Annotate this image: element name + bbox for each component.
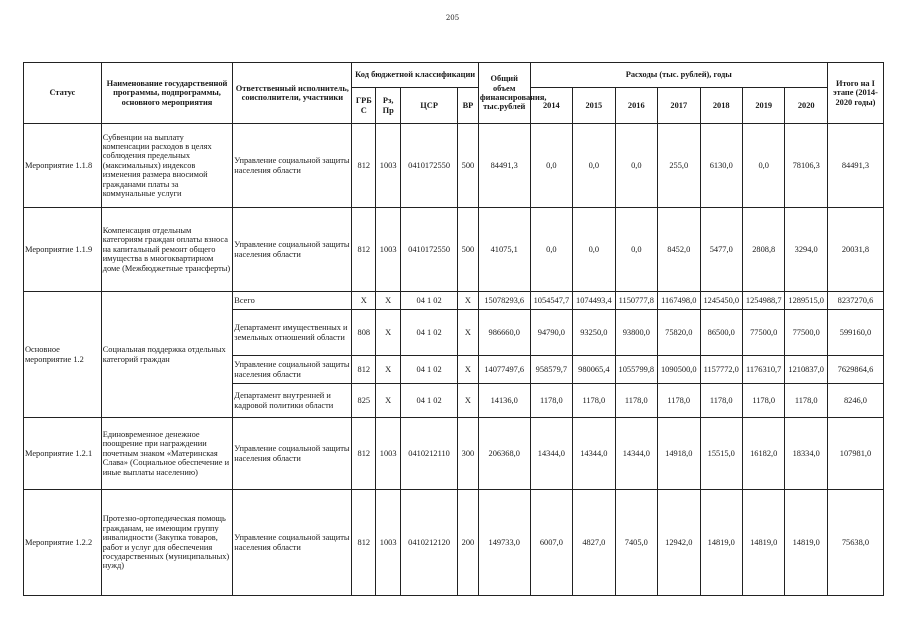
- year-cell: 1178,0: [700, 384, 742, 418]
- year-cell: 3294,0: [785, 208, 828, 292]
- stage-total-cell: 8246,0: [827, 384, 883, 418]
- year-cell: 77500,0: [742, 310, 784, 356]
- rzpr-cell: X: [376, 356, 401, 384]
- executor-cell: Всего: [233, 292, 352, 310]
- name-cell: Единовременное денежное поощрение при награждении почетным знаком «Материнская Слава» (Социальное обеспечение и иные выплаты населению): [101, 418, 233, 490]
- year-cell: 86500,0: [700, 310, 742, 356]
- vr-cell: X: [458, 292, 479, 310]
- budget-table: [23, 62, 884, 596]
- year-cell: 0,0: [530, 208, 572, 292]
- year-cell: 78106,3: [785, 124, 828, 208]
- header-csr: ЦСР: [401, 88, 458, 124]
- year-cell: 14918,0: [658, 418, 700, 490]
- grbs-cell: 825: [352, 384, 376, 418]
- csr-cell: 04 1 02: [401, 384, 458, 418]
- total-cell: 14077497,6: [478, 356, 530, 384]
- vr-cell: 500: [458, 124, 479, 208]
- header-year: 2014: [530, 88, 572, 124]
- grbs-cell: 812: [352, 418, 376, 490]
- year-cell: 1178,0: [742, 384, 784, 418]
- year-cell: 255,0: [658, 124, 700, 208]
- year-cell: 1210837,0: [785, 356, 828, 384]
- year-cell: 8452,0: [658, 208, 700, 292]
- year-cell: 16182,0: [742, 418, 784, 490]
- grbs-cell: 812: [352, 124, 376, 208]
- executor-cell: Управление социальной защиты населения области: [233, 356, 352, 384]
- year-cell: 980065,4: [573, 356, 615, 384]
- rzpr-cell: 1003: [376, 208, 401, 292]
- grbs-cell: 812: [352, 490, 376, 596]
- rzpr-cell: 1003: [376, 124, 401, 208]
- year-cell: 1254988,7: [742, 292, 784, 310]
- csr-cell: 0410212110: [401, 418, 458, 490]
- vr-cell: X: [458, 356, 479, 384]
- header-vr: ВР: [458, 88, 479, 124]
- year-cell: 12942,0: [658, 490, 700, 596]
- header-grbs: ГРБ С: [352, 88, 376, 124]
- year-cell: 1150777,8: [615, 292, 657, 310]
- grbs-cell: 808: [352, 310, 376, 356]
- year-cell: 1090500,0: [658, 356, 700, 384]
- year-cell: 5477,0: [700, 208, 742, 292]
- grbs-cell: X: [352, 292, 376, 310]
- stage-total-cell: 7629864,6: [827, 356, 883, 384]
- table-row: [24, 418, 884, 490]
- rzpr-cell: 1003: [376, 490, 401, 596]
- header-year: 2015: [573, 88, 615, 124]
- csr-cell: 0410172550: [401, 208, 458, 292]
- header-year: 2018: [700, 88, 742, 124]
- year-cell: 15515,0: [700, 418, 742, 490]
- csr-cell: 0410212120: [401, 490, 458, 596]
- year-cell: 0,0: [573, 124, 615, 208]
- year-cell: 1157772,0: [700, 356, 742, 384]
- grbs-cell: 812: [352, 208, 376, 292]
- year-cell: 94790,0: [530, 310, 572, 356]
- total-cell: 41075,1: [478, 208, 530, 292]
- name-cell: Компенсация отдельным категориям граждан оплаты взноса на капитальный ремонт общего имущества в многоквартирном доме (Межбюджетные трансферты): [101, 208, 233, 292]
- table-row: [24, 124, 884, 208]
- total-cell: 149733,0: [478, 490, 530, 596]
- csr-cell: 04 1 02: [401, 356, 458, 384]
- stage-total-cell: 599160,0: [827, 310, 883, 356]
- total-cell: 84491,3: [478, 124, 530, 208]
- year-cell: 1054547,7: [530, 292, 572, 310]
- rzpr-cell: X: [376, 292, 401, 310]
- year-cell: 1178,0: [530, 384, 572, 418]
- year-cell: 4827,0: [573, 490, 615, 596]
- header-name: Наименование государственной программы, подпрограммы, основного мероприятия: [101, 63, 233, 124]
- stage-total-cell: 107981,0: [827, 418, 883, 490]
- rzpr-cell: X: [376, 310, 401, 356]
- total-cell: 15078293,6: [478, 292, 530, 310]
- stage-total-cell: 75638,0: [827, 490, 883, 596]
- year-cell: 6007,0: [530, 490, 572, 596]
- table-row: [24, 490, 884, 596]
- grbs-cell: 812: [352, 356, 376, 384]
- vr-cell: X: [458, 384, 479, 418]
- table-row: [24, 292, 884, 310]
- header-status: Статус: [24, 63, 102, 124]
- name-cell: Субвенции на выплату компенсации расходов в целях соблюдения предельных (максимальных) индексов изменения размера вносимой гражданами платы за коммунальные услуги: [101, 124, 233, 208]
- year-cell: 1178,0: [785, 384, 828, 418]
- year-cell: 1074493,4: [573, 292, 615, 310]
- csr-cell: 04 1 02: [401, 310, 458, 356]
- year-cell: 14344,0: [615, 418, 657, 490]
- executor-cell: Департамент имущественных и земельных отношений области: [233, 310, 352, 356]
- year-cell: 0,0: [615, 208, 657, 292]
- year-cell: 14344,0: [530, 418, 572, 490]
- year-cell: 1178,0: [573, 384, 615, 418]
- page-number: 205: [445, 14, 460, 22]
- year-cell: 14819,0: [742, 490, 784, 596]
- executor-cell: Управление социальной защиты населения области: [233, 208, 352, 292]
- header-year: 2020: [785, 88, 828, 124]
- executor-cell: Департамент внутренней и кадровой политики области: [233, 384, 352, 418]
- total-cell: 14136,0: [478, 384, 530, 418]
- year-cell: 0,0: [742, 124, 784, 208]
- header-budget-code: Код бюджетной классификации: [352, 63, 478, 88]
- header-stage-total: Итого на I этапе (2014-2020 годы): [827, 63, 883, 124]
- executor-cell: Управление социальной защиты населения области: [233, 124, 352, 208]
- year-cell: 0,0: [615, 124, 657, 208]
- status-cell: Мероприятие 1.1.8: [24, 124, 102, 208]
- year-cell: 1245450,0: [700, 292, 742, 310]
- total-cell: 206368,0: [478, 418, 530, 490]
- executor-cell: Управление социальной защиты населения области: [233, 490, 352, 596]
- year-cell: 1055799,8: [615, 356, 657, 384]
- header-year: 2016: [615, 88, 657, 124]
- year-cell: 0,0: [530, 124, 572, 208]
- header-year: 2017: [658, 88, 700, 124]
- name-cell: Протезно-ортопедическая помощь гражданам, не имеющим группу инвалидности (Закупка товаров, работ и услуг для обеспечения государственных (муниципальных) нужд): [101, 490, 233, 596]
- header-year: 2019: [742, 88, 784, 124]
- year-cell: 0,0: [573, 208, 615, 292]
- header-total: Общий объем финансирования, тыс.рублей: [478, 63, 530, 124]
- vr-cell: X: [458, 310, 479, 356]
- year-cell: 6130,0: [700, 124, 742, 208]
- year-cell: 14819,0: [785, 490, 828, 596]
- vr-cell: 500: [458, 208, 479, 292]
- year-cell: 1289515,0: [785, 292, 828, 310]
- year-cell: 2808,8: [742, 208, 784, 292]
- status-cell: Основное мероприятие 1.2: [24, 292, 102, 418]
- stage-total-cell: 84491,3: [827, 124, 883, 208]
- csr-cell: 04 1 02: [401, 292, 458, 310]
- vr-cell: 300: [458, 418, 479, 490]
- table-row: [24, 208, 884, 292]
- header-rzpr: Рз, Пр: [376, 88, 401, 124]
- year-cell: 93800,0: [615, 310, 657, 356]
- rzpr-cell: X: [376, 384, 401, 418]
- year-cell: 75820,0: [658, 310, 700, 356]
- year-cell: 1176310,7: [742, 356, 784, 384]
- year-cell: 1167498,0: [658, 292, 700, 310]
- header-expenses: Расходы (тыс. рублей), годы: [530, 63, 827, 88]
- status-cell: Мероприятие 1.2.2: [24, 490, 102, 596]
- year-cell: 14344,0: [573, 418, 615, 490]
- name-cell: Социальная поддержка отдельных категорий граждан: [101, 292, 233, 418]
- year-cell: 1178,0: [615, 384, 657, 418]
- year-cell: 14819,0: [700, 490, 742, 596]
- csr-cell: 0410172550: [401, 124, 458, 208]
- year-cell: 958579,7: [530, 356, 572, 384]
- year-cell: 18334,0: [785, 418, 828, 490]
- year-cell: 93250,0: [573, 310, 615, 356]
- year-cell: 1178,0: [658, 384, 700, 418]
- vr-cell: 200: [458, 490, 479, 596]
- year-cell: 7405,0: [615, 490, 657, 596]
- stage-total-cell: 20031,8: [827, 208, 883, 292]
- stage-total-cell: 8237270,6: [827, 292, 883, 310]
- total-cell: 986660,0: [478, 310, 530, 356]
- executor-cell: Управление социальной защиты населения области: [233, 418, 352, 490]
- header-executor: Ответственный исполнитель, соисполнители, участники: [233, 63, 352, 124]
- year-cell: 77500,0: [785, 310, 828, 356]
- status-cell: Мероприятие 1.1.9: [24, 208, 102, 292]
- rzpr-cell: 1003: [376, 418, 401, 490]
- status-cell: Мероприятие 1.2.1: [24, 418, 102, 490]
